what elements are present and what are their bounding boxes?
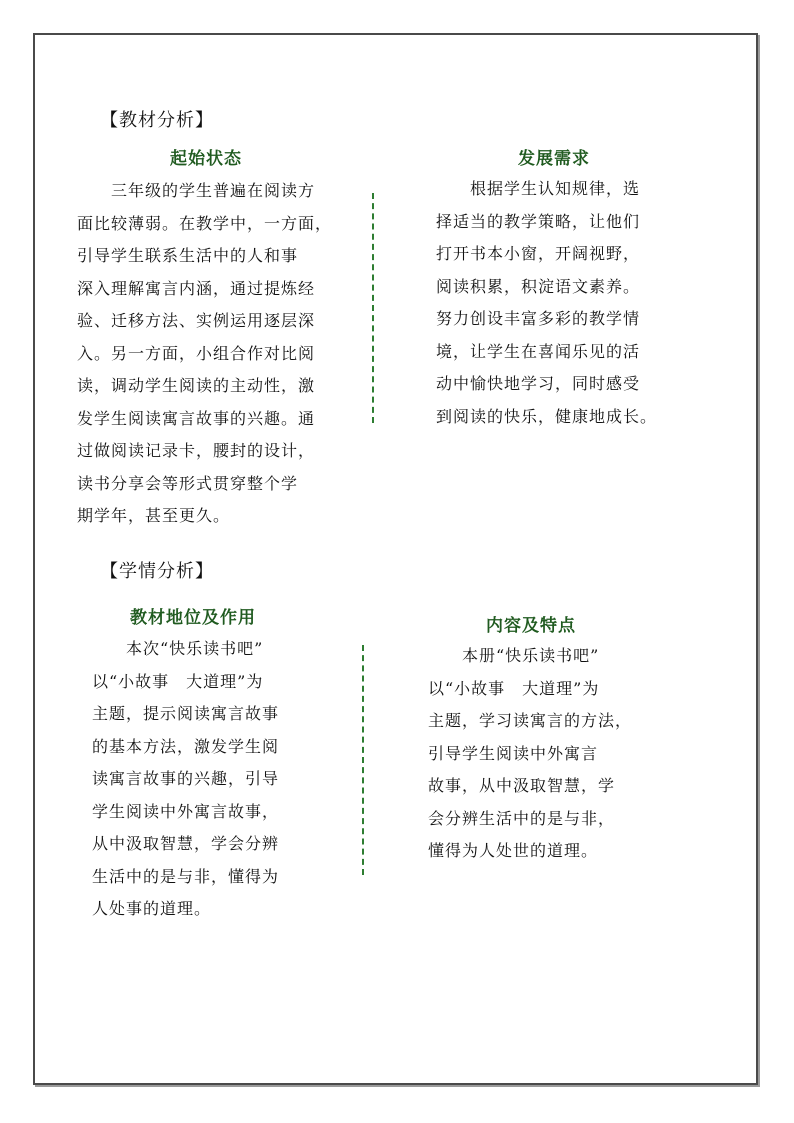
text-line: 入。另一方面，小组合作对比阅 xyxy=(77,343,316,363)
text-line: 本次“快乐读书吧” xyxy=(92,639,264,658)
text-line: 以“小故事 大道理”为 xyxy=(92,671,264,691)
text-line: 努力创设丰富多彩的教学情 xyxy=(436,309,641,328)
text-line: 引导学生阅读中外寓言 xyxy=(428,743,599,763)
text-line: 读书分享会等形式贯穿整个学 xyxy=(77,473,299,493)
text-line: 本册“快乐读书吧” xyxy=(428,646,600,665)
text-line: 择适当的教学策略，让他们 xyxy=(436,211,641,231)
text-line: 期学年，甚至更久。 xyxy=(77,506,231,525)
text-line: 引导学生联系生活中的人和事 xyxy=(77,246,299,265)
initial-state-title: 起始状态 xyxy=(170,149,242,169)
text-line: 学生阅读中外寓言故事， xyxy=(92,801,280,821)
text-line: 深入理解寓言内涵，通过提炼经 xyxy=(77,278,316,298)
text-line: 动中愉快地学习，同时感受 xyxy=(436,374,641,393)
text-line: 人处事的道理。 xyxy=(92,899,212,918)
text-line: 懂得为人处世的道理。 xyxy=(428,841,599,860)
text-line: 以“小故事 大道理”为 xyxy=(428,678,600,698)
text-line: 读，调动学生阅读的主动性，激 xyxy=(77,376,316,395)
textbook-analysis-heading: 【教材分析】 xyxy=(100,110,214,131)
initial-state-text xyxy=(77,175,332,533)
development-needs-text xyxy=(436,173,657,433)
text-line: 验、迁移方法、实例运用逐层深 xyxy=(77,311,316,330)
column-divider xyxy=(362,645,364,875)
text-line: 过做阅读记录卡，腰封的设计， xyxy=(77,441,316,460)
development-needs-title: 发展需求 xyxy=(518,149,590,169)
text-line: 的基本方法，激发学生阅 xyxy=(92,736,280,756)
learning-analysis-heading: 【学情分析】 xyxy=(100,561,214,582)
text-line: 面比较薄弱。在教学中，一方面， xyxy=(77,213,333,233)
text-line: 故事，从中汲取智慧，学 xyxy=(428,776,616,795)
text-line: 三年级的学生普遍在阅读方 xyxy=(77,181,316,200)
textbook-role-text xyxy=(92,633,279,926)
text-line: 会分辨生活中的是与非， xyxy=(428,808,616,828)
content-features-text xyxy=(428,640,632,868)
text-line: 读寓言故事的兴趣，引导 xyxy=(92,769,280,788)
column-divider xyxy=(372,193,374,423)
text-line: 主题，提示阅读寓言故事 xyxy=(92,704,280,723)
text-line: 根据学生认知规律，选 xyxy=(436,179,641,198)
text-line: 从中汲取智慧，学会分辨 xyxy=(92,834,280,853)
text-line: 打开书本小窗，开阔视野， xyxy=(436,244,641,263)
text-line: 生活中的是与非，懂得为 xyxy=(92,866,280,886)
text-line: 发学生阅读寓言故事的兴趣。通 xyxy=(77,408,316,428)
text-line: 境，让学生在喜闻乐见的活 xyxy=(436,341,641,361)
text-line: 主题，学习读寓言的方法， xyxy=(428,711,633,730)
content-features-title: 内容及特点 xyxy=(486,616,576,636)
text-line: 到阅读的快乐，健康地成长。 xyxy=(436,406,658,426)
text-line: 阅读积累，积淀语文素养。 xyxy=(436,276,641,296)
textbook-role-title: 教材地位及作用 xyxy=(130,608,256,628)
